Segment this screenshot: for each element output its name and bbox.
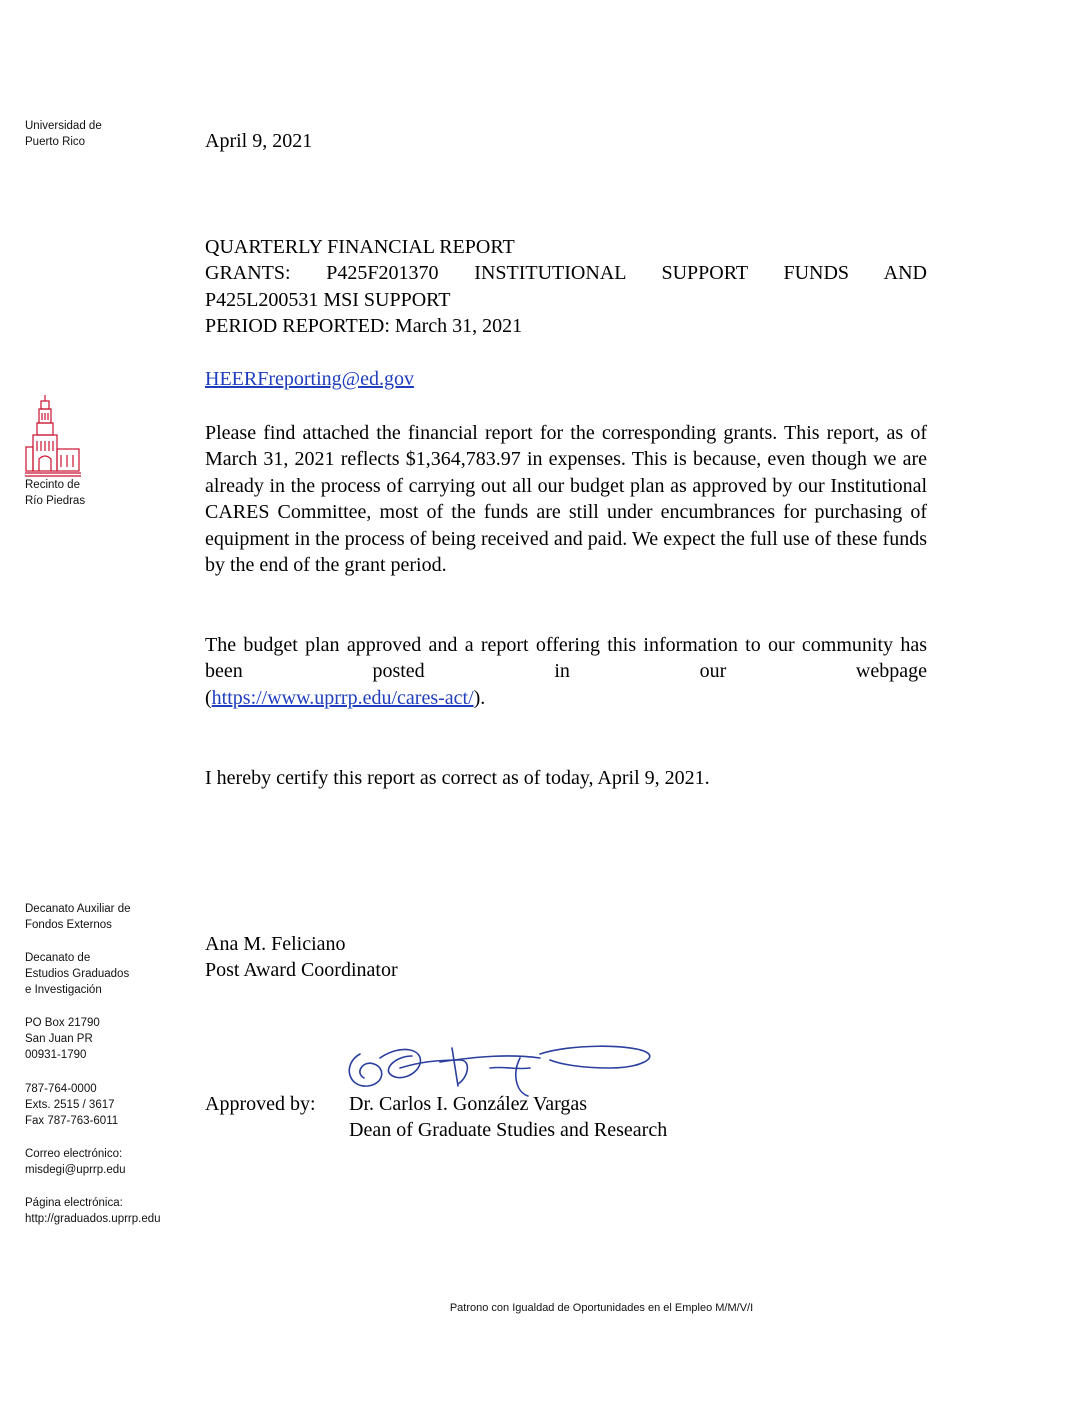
grants-line-2: P425L200531 MSI SUPPORT [205, 288, 451, 311]
approved-by-label: Approved by: [205, 1093, 316, 1115]
sidebar-university: Universidad de Puerto Rico [25, 120, 102, 148]
sidebar-phone: 787-764-0000 Exts. 2515 / 3617 Fax 787-763-6011 [25, 1083, 119, 1127]
certification-statement: I hereby certify this report as correct as of today, April 9, 2021. [205, 767, 710, 789]
equal-opportunity-footer: Patrono con Igualdad de Oportunidades en el Empleo M/M/V/I [449, 1302, 754, 1314]
letter-date: April 9, 2021 [205, 130, 313, 152]
sidebar-website: Página electrónica: http://graduados.uprrp.edu [25, 1197, 161, 1225]
sidebar-office-graduate-studies: Decanato de Estudios Graduados e Investigación [25, 952, 130, 996]
sidebar-campus: Recinto de Río Piedras [25, 479, 86, 507]
approver-title: Dean of Graduate Studies and Research [349, 1119, 668, 1142]
sidebar-office-external-funds: Decanato Auxiliar de Fondos Externos [25, 903, 131, 931]
approver-name: Dr. Carlos I. González Vargas [349, 1093, 588, 1115]
subject-title: QUARTERLY FINANCIAL REPORT [205, 236, 515, 258]
subject-block [205, 234, 927, 340]
period-reported: PERIOD REPORTED: March 31, 2021 [205, 315, 523, 338]
paragraph-expenses: Please find attached the financial report for the corresponding grants. This report, as of March 31, 2021 reflects $1,364,783.97 in expenses. This is because, even though we are already in the process of carrying out all our budget plan as approved by our Institutional CARES Committee, most of the funds are still under encumbrances for purchasing of equipment in the process of being received and paid. We expect the full use of these funds by the end of the grant period. [205, 422, 927, 577]
approval-block [205, 1091, 927, 1144]
sidebar-address: PO Box 21790 San Juan PR 00931-1790 [25, 1017, 100, 1061]
grants-line-1: GRANTS: P425F201370 INSTITUTIONAL SUPPORT FUNDS AND [205, 262, 927, 285]
cares-act-link[interactable]: https://www.uprrp.edu/cares-act/ [211, 686, 474, 709]
heerf-email-link[interactable]: HEERFreporting@ed.gov [205, 368, 414, 390]
webpage-line: (https://www.uprrp.edu/cares-act/). [205, 686, 486, 709]
paragraph-budget-plan: The budget plan approved and a report offering this information to our community has been posted in our webpage [205, 634, 927, 683]
signer-name: Ana M. Feliciano [205, 933, 346, 955]
approval-line [205, 1091, 927, 1117]
university-tower-logo [25, 393, 81, 477]
sidebar-email: Correo electrónico: misdegi@uprrp.edu [25, 1148, 126, 1176]
signer-title: Post Award Coordinator [205, 959, 398, 982]
signer-block [205, 931, 927, 984]
